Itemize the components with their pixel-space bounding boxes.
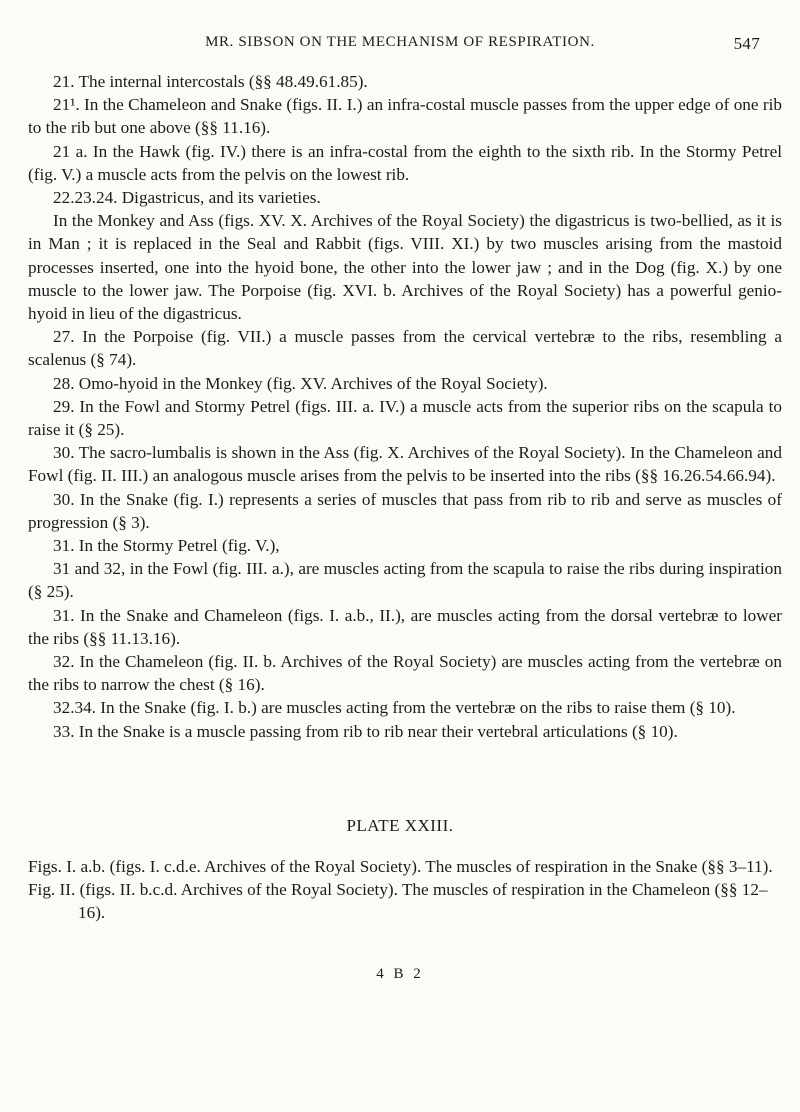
paragraph: In the Monkey and Ass (figs. XV. X. Archives of the Royal Society) the digastricus is two-bellied, as it is in Man ; it is replaced in the Seal and Rabbit (figs. VIII. XI.) by two muscles arising from the mastoid processes inserted, one into the hyoid bone, the other into the lower jaw ; and in the Dog (fig. X.) by one muscle to the lower jaw. The Porpoise (fig. XVI. b. Archives of the Royal Society) has a powerful genio-hyoid in lieu of the digastricus. (28, 211, 782, 324)
plate-heading: PLATE XXIII. (346, 816, 454, 835)
plate-figure-list (28, 855, 782, 925)
body-text (28, 70, 782, 743)
paragraph: 33. In the Snake is a muscle passing from rib to rib near their vertebral articulations (§ 10). (53, 721, 678, 741)
paragraph: 21¹. In the Chameleon and Snake (figs. II. I.) an infra-costal muscle passes from the upper edge of one rib to the rib but one above (§§ 11.16). (28, 95, 782, 138)
paragraph: 22.23.24. Digastricus, and its varieties. (53, 188, 321, 208)
paragraph: 31. In the Stormy Petrel (fig. V.), (53, 536, 280, 556)
running-header (20, 34, 780, 58)
paragraph: 28. Omo-hyoid in the Monkey (fig. XV. Archives of the Royal Society). (53, 373, 548, 393)
paragraph: 30. The sacro-lumbalis is shown in the Ass (fig. X. Archives of the Royal Society). In the Chameleon and Fowl (fig. II. III.) an analogous muscle arises from the pelvis to be inserted into the ribs (§§ 16.26.54.66.94). (28, 443, 782, 486)
paragraph: 30. In the Snake (fig. I.) represents a series of muscles that pass from rib to rib and serve as muscles of progression (§ 3). (28, 489, 782, 532)
paragraph: 21 a. In the Hawk (fig. IV.) there is an infra-costal from the eighth to the sixth rib. In the Stormy Petrel (fig. V.) a muscle acts from the pelvis on the lowest rib. (28, 141, 782, 184)
page-number: 547 (733, 34, 760, 53)
figure-caption: Fig. II. (figs. II. b.c.d. Archives of the Royal Society). The muscles of respiration in the Chameleon (§§ 12–16). (28, 880, 768, 923)
paragraph: 21. The internal intercostals (§§ 48.49.61.85). (53, 72, 368, 91)
signature-mark: 4 B 2 (376, 966, 424, 982)
paragraph: 32.34. In the Snake (fig. I. b.) are muscles acting from the vertebræ on the ribs to raise them (§ 10). (53, 698, 736, 718)
running-title: MR. SIBSON ON THE MECHANISM OF RESPIRATION. (205, 34, 595, 50)
paragraph: 29. In the Fowl and Stormy Petrel (figs. III. a. IV.) a muscle acts from the superior ribs on the scapula to raise it (§ 25). (28, 396, 782, 440)
paragraph: 32. In the Chameleon (fig. II. b. Archives of the Royal Society) are muscles acting from the vertebræ on the ribs to narrow the chest (§ 16). (28, 652, 782, 695)
figure-caption: Figs. I. a.b. (figs. I. c.d.e. Archives of the Royal Society). The muscles of respiration in the Snake (§§ 3–11). (28, 857, 773, 876)
paragraph: 31. In the Snake and Chameleon (figs. I. a.b., II.), are muscles acting from the dorsal vertebræ to lower the ribs (§§ 11.13.16). (28, 605, 782, 648)
paragraph: 27. In the Porpoise (fig. VII.) a muscle passes from the cervical vertebræ to the ribs, resembling a scalenus (§ 74). (28, 327, 782, 370)
paragraph: 31 and 32, in the Fowl (fig. III. a.), are muscles acting from the scapula to raise the ribs during inspiration (§ 25). (28, 559, 782, 602)
